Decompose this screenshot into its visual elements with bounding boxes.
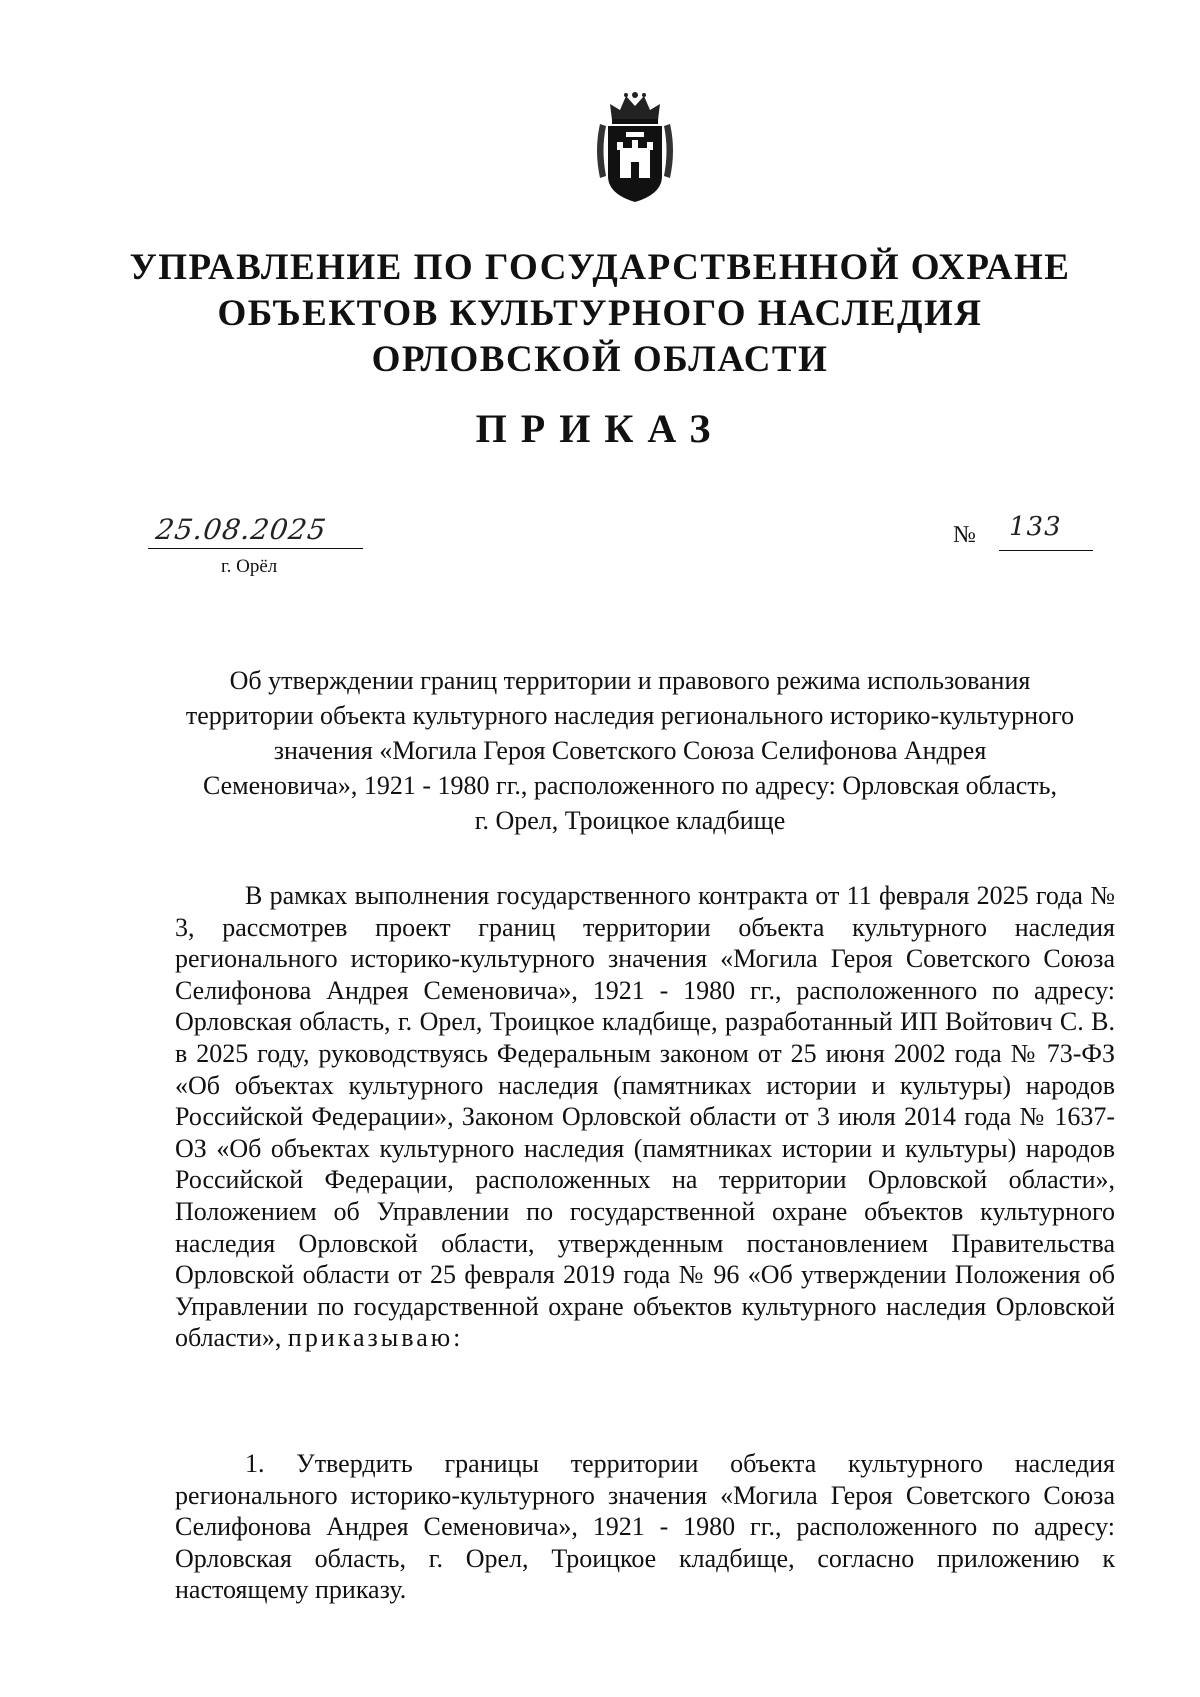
- coat-of-arms-emblem-icon: [590, 90, 680, 205]
- document-type-heading: ПРИКАЗ: [475, 406, 725, 451]
- document-subject: [150, 663, 1110, 838]
- date-underline: [148, 548, 363, 549]
- subject-line-3: значения «Могила Героя Советского Союза Селифонова Андрея: [273, 736, 987, 765]
- handwritten-number: 133: [1009, 512, 1062, 542]
- subject-line-4: Семеновича», 1921 - 1980 гг., расположенного по адресу: Орловская область,: [202, 771, 1058, 800]
- city-label: г. Орёл: [221, 556, 278, 577]
- subject-line-5: г. Орел, Троицкое кладбище: [474, 806, 786, 835]
- date-field: [148, 512, 363, 549]
- organization-title-line-2: ОБЪЕКТОВ КУЛЬТУРНОГО НАСЛЕДИЯ: [217, 293, 983, 334]
- subject-line-1: Об утверждении границ территории и правового режима использования: [229, 666, 1031, 695]
- document-number-field: [953, 512, 1093, 552]
- preamble-text: В рамках выполнения государственного контракта от 11 февраля 2025 года № 3, рассмотрев проект границ территории объекта культурного наследия регионального историко-культурного значения «Могила Героя Советского Союза Селифонова Андрея Семеновича», 1921 - 1980 гг., расположенного по адресу: Орловская область, г. Орел, Троицкое кладбище, разработанный ИП Войтович С. В. в 2025 году, руководствуясь Федеральным законом от 25 июня 2002 года № 73-ФЗ «Об объектах культурного наследия (памятниках истории и культуры) народов Российской Федерации», Законом Орловской области от 3 июля 2014 года № 1637-ОЗ «Об объектах культурного наследия (памятниках истории и культуры) народов Российской Федерации, расположенных на территории Орловской области», Положением об Управлении по государственной охране объектов культурного наследия Орловской области, утвержденным постановлением Правительства Орловской области от 25 февраля 2019 года № 96 «Об утверждении Положения об Управлении по государственной охране объектов культурного наследия Орловской области»,: [175, 881, 1115, 1353]
- number-underline: [999, 550, 1093, 551]
- order-word: приказываю:: [287, 1323, 464, 1353]
- preamble-paragraph: [175, 880, 1115, 1354]
- subject-line-2: территории объекта культурного наследия регионального историко-культурного: [185, 701, 1075, 730]
- order-item-1: 1. Утвердить границы территории объекта культурного наследия регионального историко-культурного значения «Могила Героя Советского Союза Селифонова Андрея Семеновича», 1921 - 1980 гг., расположенного по адресу: Орловская область, г. Орел, Троицкое кладбище, согласно приложению к настоящему приказу.: [175, 1449, 1115, 1605]
- handwritten-date: 25.08.2025: [153, 513, 329, 546]
- number-sign-label: №: [953, 522, 976, 548]
- organization-title: [0, 245, 1200, 383]
- organization-title-line-3: ОРЛОВСКОЙ ОБЛАСТИ: [371, 339, 829, 380]
- organization-title-line-1: УПРАВЛЕНИЕ ПО ГОСУДАРСТВЕННОЙ ОХРАНЕ: [129, 247, 1071, 288]
